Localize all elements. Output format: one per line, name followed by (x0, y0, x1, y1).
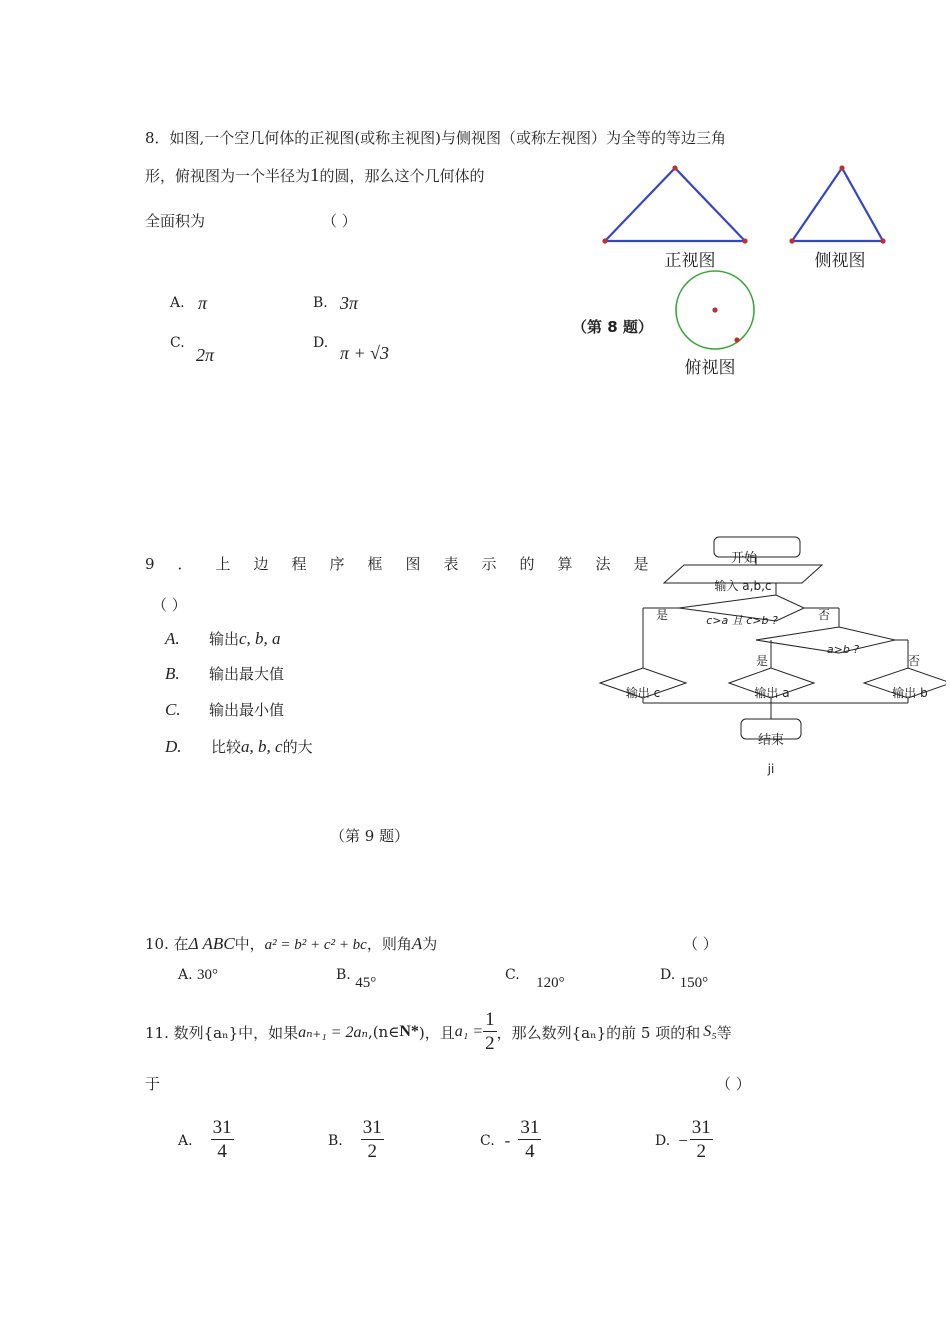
top-view-center-point (712, 307, 717, 312)
flow-no-label-1: 否 (818, 608, 831, 622)
q9-option-b-label: B. (165, 664, 180, 683)
q9-option-c-text: 输出最小值 (209, 701, 285, 719)
q11-option-a-numerator: 31 (212, 1117, 232, 1138)
top-view-label: 俯视图 (684, 358, 736, 378)
q8-stem-line3: 全面积为 (145, 212, 206, 230)
q11-option-b-fraction (361, 1117, 384, 1164)
flow-output-b-label: 输出 b (892, 686, 928, 700)
q9-option-d-text: 比较 (211, 738, 242, 756)
q10-option-a (178, 967, 218, 984)
q8-stem-line2 (145, 165, 485, 187)
q11-option-c (480, 1117, 541, 1164)
flow-yes-label-2: 是 (756, 654, 769, 668)
flow-stray-text: ji (767, 762, 775, 776)
q9-option-c-label: C. (165, 700, 181, 719)
q9-option-d-math: a, b, c (241, 737, 283, 756)
q11-option-d-fraction (690, 1117, 713, 1164)
q10-tail: ，则角 (366, 935, 412, 953)
flow-output-a-label: 输出 a (754, 686, 790, 700)
q11-option-a-denominator: 4 (217, 1141, 227, 1162)
q11-stem-line2: 于 (145, 1075, 161, 1093)
q10-angle: A (411, 934, 423, 953)
q10-option-c (505, 967, 565, 991)
q10-option-a-label: A. (178, 967, 193, 983)
q10-option-b-label: B. (336, 967, 351, 983)
q11-option-d-numerator: 31 (691, 1117, 711, 1138)
q8-option-b-value: 3π (340, 293, 359, 313)
q8-option-a-value: π (198, 293, 208, 313)
q11-mid: ,(n∈ (367, 1023, 400, 1041)
side-view-vertex (880, 238, 885, 243)
figure-8-caption: （第 8 题） (572, 318, 653, 336)
q11-answer-paren: （ ） (716, 1075, 751, 1093)
q11-option-d (655, 1117, 713, 1164)
top-view-edge-point (734, 337, 739, 342)
q8-stem-line2b: 的圆，那么这个几何体的 (319, 167, 485, 185)
q11-recurrence: aₙ₊₁ = 2aₙ (298, 1024, 368, 1041)
q10-option-b-value: 45° (355, 975, 377, 991)
q11-prefix: 11. 数列{aₙ}中，如果 (145, 1023, 299, 1042)
flow-end-label: 结束 (757, 733, 785, 748)
side-view-triangle (792, 168, 883, 241)
q11-a1-fraction (483, 1009, 497, 1056)
front-view-vertex (602, 238, 607, 243)
flow-start-label: 开始 (730, 551, 758, 566)
side-view-label: 侧视图 (814, 251, 866, 271)
q9-answer-paren: （ ） (152, 596, 187, 614)
q10-option-c-value: 120° (536, 975, 565, 991)
q11-tail: ，那么数列{aₙ}的前 5 项的和 (496, 1023, 701, 1042)
q8-stem-line2a: 形，俯视图为一个半径为 (145, 167, 311, 185)
q11-option-d-label: D. (655, 1132, 671, 1149)
q10-mid: 中， (234, 935, 265, 953)
front-view-label: 正视图 (664, 251, 716, 271)
q10-option-d-label: D. (660, 967, 676, 983)
front-view-triangle (605, 168, 745, 241)
q10-option-b (336, 967, 377, 991)
q10-prefix: 10. 在 (145, 935, 189, 953)
q9-option-d-tail: 的大 (282, 738, 313, 756)
flow-yes-label-1: 是 (656, 608, 669, 622)
q9-option-b (165, 663, 284, 684)
q11-option-b-label: B. (328, 1132, 343, 1149)
q10-answer-paren: （ ） (683, 935, 718, 953)
q10-option-d (660, 967, 709, 991)
q8-option-d-label: D. (313, 335, 329, 351)
flow-condition-2 (756, 627, 895, 653)
q11-option-a-label: A. (178, 1132, 193, 1149)
q8-option-b-label: B. (313, 295, 328, 311)
q8-option-c-label: C. (170, 335, 185, 351)
front-view-vertex (672, 165, 677, 170)
q9-option-a-label: A. (165, 629, 180, 648)
q9-option-a-text: 输出 (209, 630, 240, 648)
q9-stem-line1: 9．上边程序框图表示的算法是 (145, 555, 672, 573)
q9-option-a-math: c, b, a (239, 629, 281, 648)
q9-option-d (165, 736, 313, 757)
q10-option-d-value: 150° (679, 975, 709, 991)
side-view-vertex (839, 165, 844, 170)
q10-stem (145, 933, 437, 954)
q11-a1-denominator: 2 (485, 1032, 495, 1054)
q11-option-b-numerator: 31 (362, 1117, 382, 1138)
q11-option-c-sign: - (504, 1130, 511, 1150)
q11-option-d-denominator: 2 (696, 1141, 707, 1162)
q10-option-a-value: 30° (197, 967, 219, 983)
q9-option-b-text: 输出最大值 (209, 665, 285, 683)
flow-no-label-2: 否 (908, 654, 921, 668)
flow-condition-1-label: c>a 且 c>b ? (706, 614, 778, 627)
q11-set: N* (399, 1023, 419, 1040)
q11-a1: a₁ = (454, 1023, 484, 1040)
q10-option-c-label: C. (505, 967, 520, 983)
q11-option-c-denominator: 4 (525, 1141, 535, 1162)
q8-answer-paren: （ ） (322, 212, 357, 230)
q8-radius-value: 1 (310, 165, 320, 186)
flow-condition-2-label: a>b ? (826, 643, 860, 656)
q10-equation: a² = b² + c² + bc (264, 937, 367, 953)
q11-stem (145, 1008, 732, 1056)
flow-input-label: 输入 a,b,c (714, 579, 772, 593)
q8-stem-line1: 8．如图,一个空几何体的正视图(或称主视图)与侧视图（或称左视图）为全等的等边三角 (145, 129, 727, 147)
q9-option-a (165, 628, 281, 649)
q11-mid2: )，且 (418, 1023, 455, 1042)
q8-option-d-value: π + √3 (340, 343, 390, 363)
q9-flowchart (596, 535, 946, 780)
front-view-vertex (742, 238, 747, 243)
figure-9-caption: （第 9 题） (330, 827, 410, 845)
q11-option-c-label: C. (480, 1132, 495, 1149)
q10-triangle: Δ ABC (188, 934, 235, 953)
flow-output-c-label: 输出 c (625, 686, 661, 700)
q11-option-c-fraction (518, 1117, 541, 1164)
q11-option-a-fraction (211, 1117, 234, 1164)
q11-option-c-numerator: 31 (520, 1117, 540, 1138)
q11-option-b (328, 1117, 384, 1164)
q11-option-b-denominator: 2 (367, 1141, 377, 1162)
q10-tail2: 为 (422, 935, 438, 953)
q11-s5: S₅ (703, 1023, 717, 1040)
side-view-vertex (789, 238, 794, 243)
q8-three-view-figure (570, 160, 900, 380)
q11-option-d-sign: − (678, 1130, 688, 1150)
q8-option-c-value: 2π (196, 345, 215, 365)
q9-option-d-label: D. (165, 737, 182, 756)
q11-option-a (178, 1117, 234, 1164)
q9-option-c (165, 699, 284, 720)
q8-option-a-label: A. (170, 295, 185, 311)
q11-tail2: 等 (716, 1023, 732, 1042)
q11-a1-numerator: 1 (485, 1008, 495, 1030)
